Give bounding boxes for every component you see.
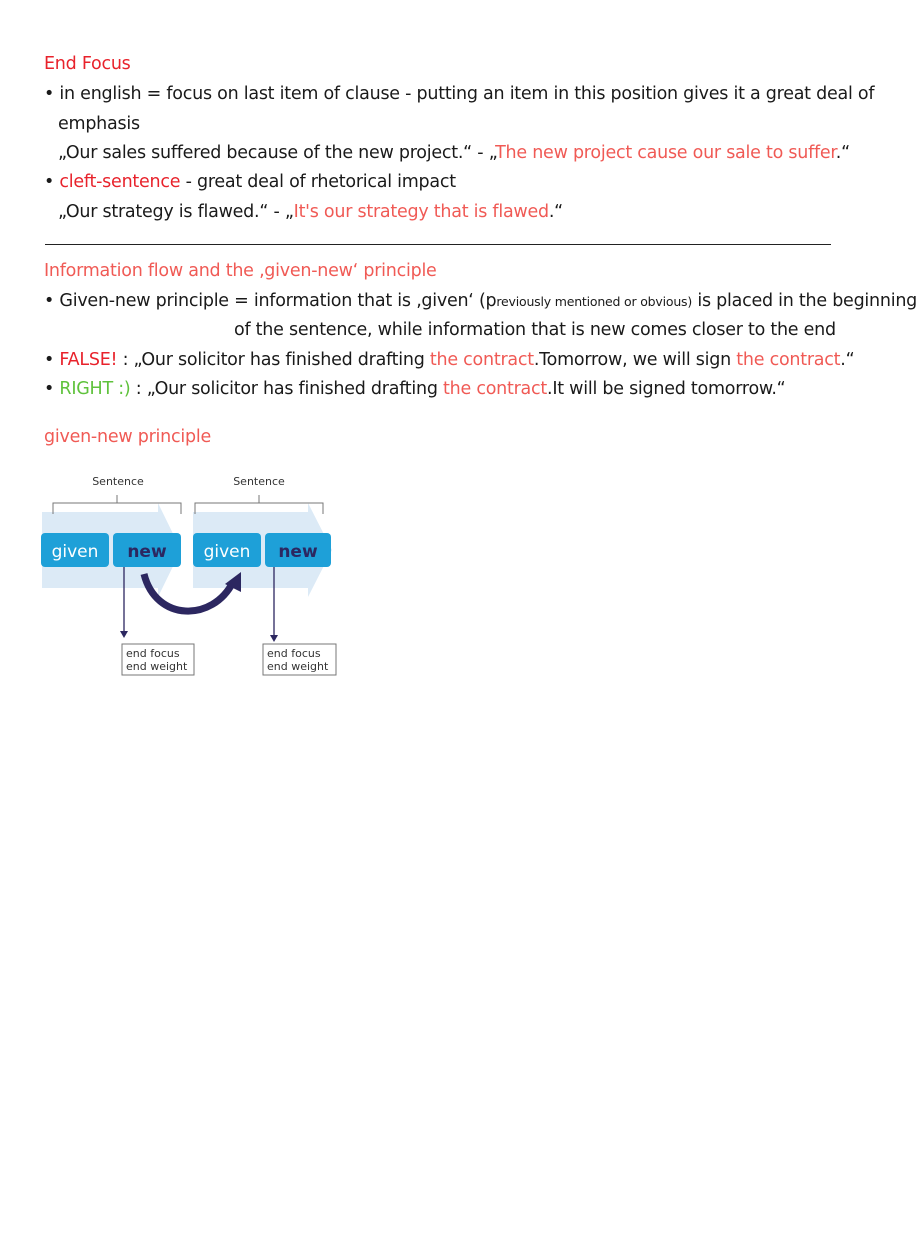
- example-cleft-sentence: [58, 201, 563, 223]
- given-label-2: given: [203, 542, 251, 562]
- end-focus-label-1: end focus: [126, 647, 180, 660]
- example-closing-quote: .“: [835, 143, 850, 163]
- end-focus-label-2: end focus: [267, 647, 321, 660]
- bullet-dot: •: [44, 84, 55, 104]
- bullet-dot: •: [44, 379, 55, 399]
- example-closing-quote: .“: [840, 350, 855, 370]
- end-weight-label-1: end weight: [126, 660, 188, 673]
- sentence-label-2: Sentence: [233, 475, 285, 488]
- highlight-the-contract: the contract: [736, 350, 841, 370]
- term-cleft-sentence: cleft-sentence: [59, 172, 181, 192]
- example-text: .Tomorrow, we will sign: [533, 350, 737, 370]
- bullet-text: Given-new principle = information that is ‚given‘ (p: [59, 291, 497, 311]
- bullet-text: in english = focus on last item of clause - putting an item in this position gives it a great deal of: [59, 84, 875, 104]
- false-label: FALSE!: [59, 350, 118, 370]
- end-weight-label-2: end weight: [267, 660, 329, 673]
- section-title-end-focus: End Focus: [44, 54, 131, 74]
- new-label-1: new: [127, 542, 167, 562]
- section-title-information-flow: Information flow and the ‚given-new‘ principle: [44, 261, 437, 281]
- bullet-right-example: [44, 378, 786, 400]
- bullet-false-example: [44, 349, 854, 371]
- example-original: „Our sales suffered because of the new project.“ - „: [58, 143, 496, 163]
- bullet-end-focus-definition: [44, 83, 874, 105]
- highlight-the-contract: the contract: [429, 350, 534, 370]
- section-title-given-new-principle: given-new principle: [44, 427, 211, 447]
- bullet-dot: •: [44, 350, 55, 370]
- down-arrow-head-1: [120, 631, 128, 638]
- sentence-bracket-2: [195, 495, 323, 514]
- example-original: „Our strategy is flawed.“ - „: [58, 202, 294, 222]
- example-text: : „Our solicitor has finished drafting: [117, 350, 430, 370]
- example-end-focus: [58, 142, 850, 164]
- bullet-text-small: reviously mentioned or obvious): [496, 294, 693, 309]
- bullet-continuation: emphasis: [58, 114, 140, 134]
- given-new-diagram: [38, 462, 343, 682]
- given-label-1: given: [51, 542, 99, 562]
- example-closing-quote: .“: [548, 202, 563, 222]
- bullet-text-end: is placed in the beginning: [692, 291, 917, 311]
- example-text: .It will be signed tomorrow.“: [547, 379, 786, 399]
- new-label-2: new: [278, 542, 318, 562]
- bullet-dot: •: [44, 291, 55, 311]
- section-divider: [45, 244, 831, 245]
- highlight-the-contract: the contract: [443, 379, 548, 399]
- right-label: RIGHT :): [59, 379, 131, 399]
- bullet-given-new-definition: [44, 290, 917, 313]
- bullet-text: - great deal of rhetorical impact: [180, 172, 456, 192]
- sentence-label-1: Sentence: [92, 475, 144, 488]
- example-rewritten: The new project cause our sale to suffer: [495, 143, 836, 163]
- down-arrow-head-2: [270, 635, 278, 642]
- bullet-continuation: of the sentence, while information that is new comes closer to the end: [234, 320, 836, 340]
- example-text: : „Our solicitor has finished drafting: [130, 379, 444, 399]
- bullet-cleft-sentence: [44, 171, 456, 193]
- example-rewritten: It's our strategy that is flawed: [293, 202, 549, 222]
- bullet-dot: •: [44, 172, 55, 192]
